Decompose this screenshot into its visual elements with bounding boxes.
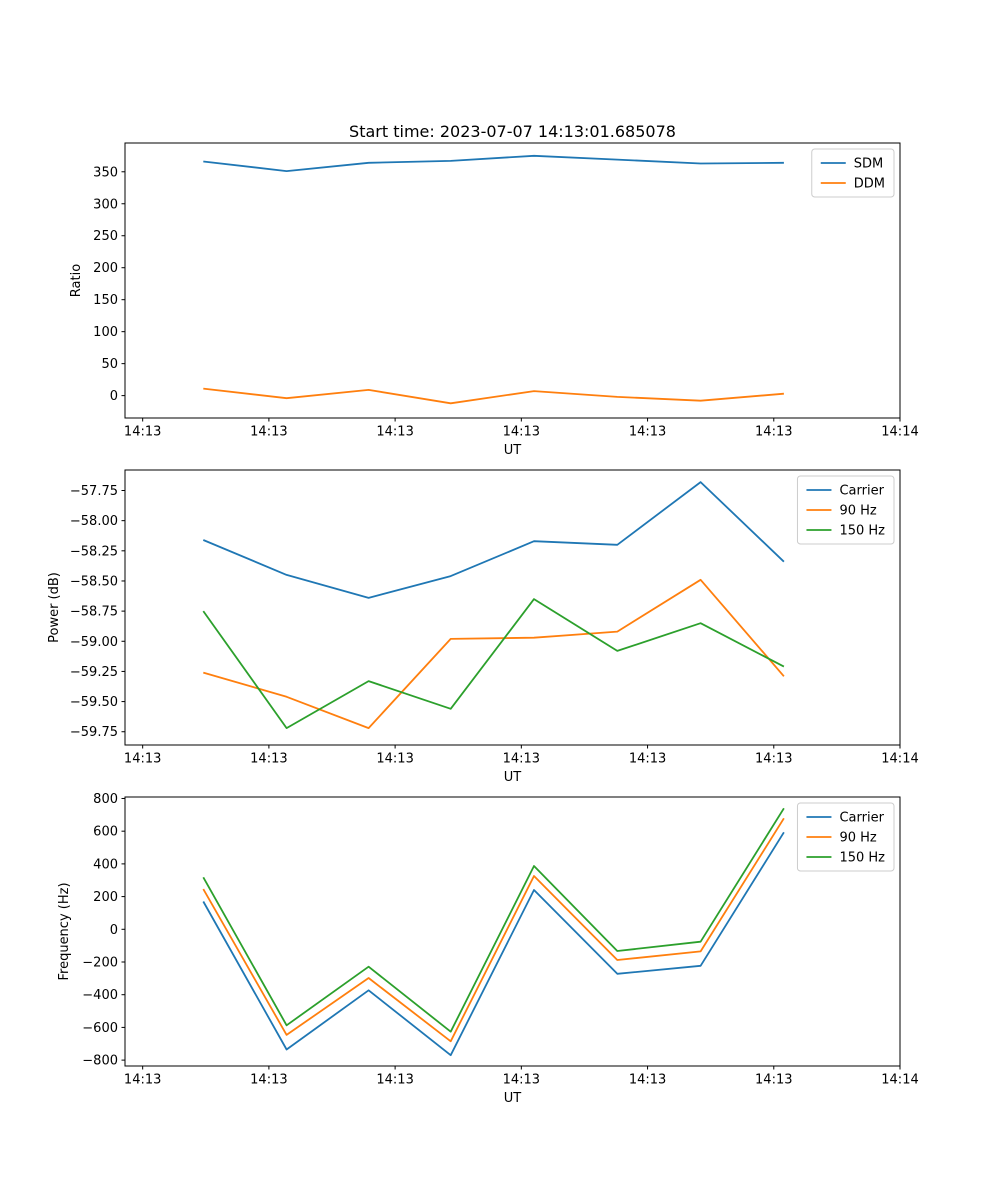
- chart-frequency-hz: [57, 792, 919, 1106]
- x-tick-label: 14:13: [628, 424, 667, 440]
- y-tick-label: 250: [93, 229, 118, 245]
- y-tick-label: 150: [93, 293, 118, 309]
- y-tick-label: 0: [109, 389, 118, 405]
- x-tick-label: 14:13: [250, 1072, 288, 1088]
- series-line-ddm: [203, 389, 784, 404]
- legend-label-150-hz: 150 Hz: [839, 523, 886, 539]
- y-tick-label: −58.25: [69, 544, 118, 560]
- y-tick-label: −57.75: [69, 484, 118, 500]
- y-axis-label: Power (dB): [47, 572, 62, 643]
- x-tick-label: 14:13: [376, 1072, 414, 1088]
- x-tick-label: 14:13: [755, 751, 793, 767]
- y-tick-label: 300: [93, 197, 118, 213]
- plot-border: [125, 470, 900, 745]
- x-tick-label: 14:13: [628, 1072, 667, 1088]
- y-tick-label: −58.50: [69, 574, 118, 590]
- x-axis-label: UT: [503, 443, 522, 458]
- y-tick-label: −200: [82, 955, 118, 971]
- legend-label-90-hz: 90 Hz: [839, 830, 877, 846]
- x-tick-label: 14:13: [123, 751, 162, 767]
- series-line-150-hz: [203, 599, 784, 728]
- x-tick-label: 14:13: [755, 424, 793, 440]
- x-tick-label: 14:13: [502, 751, 541, 767]
- y-tick-label: 100: [93, 325, 118, 341]
- plot-border: [125, 143, 900, 418]
- y-tick-label: −58.00: [69, 514, 118, 530]
- y-tick-label: 200: [93, 890, 118, 906]
- legend: [812, 149, 894, 197]
- series-line-sdm: [203, 156, 784, 171]
- series-line-carrier: [203, 482, 784, 598]
- legend-label-ddm: DDM: [853, 176, 886, 192]
- charts-group: [47, 143, 919, 1106]
- y-tick-label: −800: [82, 1053, 118, 1069]
- x-tick-label: 14:13: [376, 751, 414, 767]
- y-tick-label: −58.75: [69, 604, 118, 620]
- series-line-150-hz: [203, 808, 784, 1031]
- y-tick-label: −400: [82, 988, 118, 1004]
- y-tick-label: 200: [93, 261, 118, 277]
- legend-label-150-hz: 150 Hz: [839, 850, 886, 866]
- x-tick-label: 14:14: [881, 1072, 919, 1088]
- chart-ratio: [69, 143, 919, 458]
- y-tick-label: −59.00: [69, 634, 118, 650]
- y-tick-label: −59.75: [69, 725, 118, 741]
- x-tick-label: 14:13: [502, 1072, 541, 1088]
- y-tick-label: −59.50: [69, 695, 118, 711]
- x-axis-label: UT: [503, 1091, 522, 1106]
- x-tick-label: 14:13: [755, 1072, 793, 1088]
- legend-label-carrier: Carrier: [839, 483, 884, 499]
- x-tick-label: 14:13: [250, 751, 288, 767]
- y-tick-label: 50: [101, 357, 118, 373]
- y-tick-label: −59.25: [69, 664, 118, 680]
- series-line-90-hz: [203, 818, 784, 1041]
- y-tick-label: 600: [93, 824, 118, 840]
- x-axis-label: UT: [503, 770, 522, 785]
- series-line-90-hz: [203, 580, 784, 728]
- y-tick-label: 400: [93, 857, 118, 873]
- y-tick-label: 0: [109, 922, 118, 938]
- y-axis-label: Frequency (Hz): [57, 882, 72, 981]
- y-axis-label: Ratio: [69, 263, 84, 298]
- x-tick-label: 14:13: [123, 1072, 162, 1088]
- legend-label-sdm: SDM: [853, 156, 884, 172]
- figure-title: Start time: 2023-07-07 14:13:01.685078: [349, 122, 676, 141]
- x-tick-label: 14:13: [628, 751, 667, 767]
- x-tick-label: 14:13: [250, 424, 288, 440]
- x-tick-label: 14:13: [123, 424, 162, 440]
- x-tick-label: 14:14: [881, 424, 919, 440]
- x-tick-label: 14:13: [376, 424, 414, 440]
- legend-label-90-hz: 90 Hz: [839, 503, 877, 519]
- x-tick-label: 14:13: [502, 424, 541, 440]
- y-tick-label: 800: [93, 791, 118, 807]
- y-tick-label: 350: [93, 165, 118, 181]
- legend: [797, 476, 894, 544]
- chart-power-db: [47, 470, 919, 785]
- legend: [797, 803, 894, 871]
- x-tick-label: 14:14: [881, 751, 919, 767]
- legend-label-carrier: Carrier: [839, 810, 884, 826]
- y-tick-label: −600: [82, 1020, 118, 1036]
